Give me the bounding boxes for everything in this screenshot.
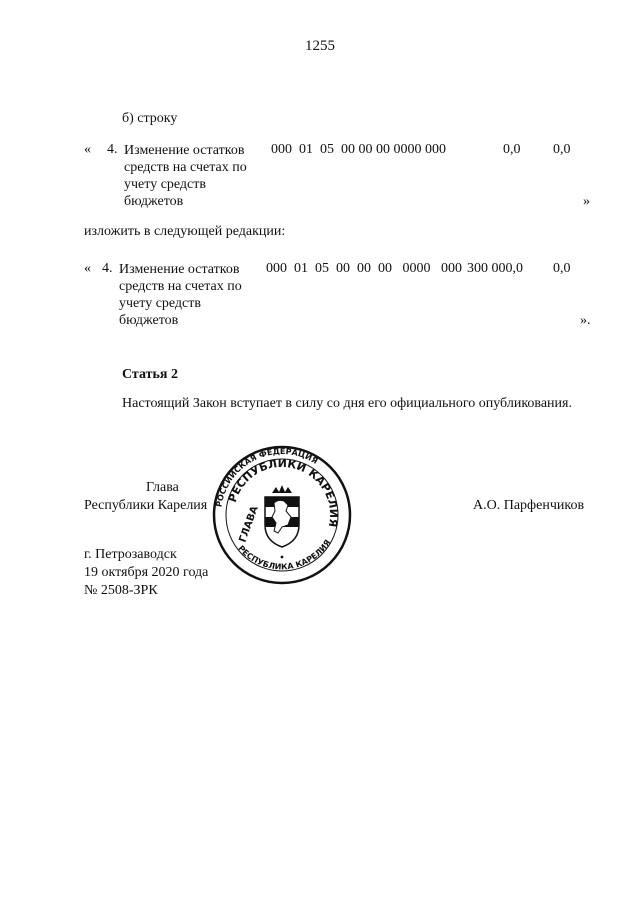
seal-bottom-text: РЕСПУБЛИКА КАРЕЛИЯ bbox=[236, 538, 333, 572]
footer-city: г. Петрозаводск bbox=[84, 547, 177, 562]
seal-outer-text: РОССИЙСКАЯ ФЕДЕРАЦИЯ bbox=[214, 446, 320, 508]
new-row-open-quote: « bbox=[84, 261, 91, 276]
replace-instruction: изложить в следующей редакции: bbox=[84, 224, 286, 239]
official-seal bbox=[212, 445, 352, 585]
page-number: 1255 bbox=[305, 38, 335, 54]
seal-middle-text: РЕСПУБЛИКИ КАРЕЛИЯ bbox=[225, 456, 341, 529]
old-row-value-1: 0,0 bbox=[503, 142, 521, 157]
coat-of-arms-icon bbox=[265, 485, 299, 558]
new-row-close-quote: ». bbox=[580, 313, 591, 328]
signature-title-line-1: Глава bbox=[146, 480, 179, 495]
signature-title-line-2: Республики Карелия bbox=[84, 498, 208, 513]
old-row-label-line-4: бюджетов bbox=[124, 194, 184, 209]
article-paragraph: Настоящий Закон вступает в силу со дня его официального опубликования. bbox=[122, 396, 572, 411]
new-row-label-line-4: бюджетов bbox=[119, 313, 179, 328]
old-row-close-quote: » bbox=[583, 194, 590, 209]
new-row-label-line-2: средств на счетах по bbox=[119, 279, 242, 294]
seal-left-text: ГЛАВА bbox=[237, 504, 261, 545]
footer-date: 19 октября 2020 года bbox=[84, 565, 209, 580]
old-row-number: 4. bbox=[107, 142, 118, 157]
new-row-value-2: 0,0 bbox=[553, 261, 571, 276]
signature-name: А.О. Парфенчиков bbox=[473, 498, 585, 513]
old-row-label-line-1: Изменение остатков bbox=[124, 143, 245, 158]
new-row-label-line-3: учету средств bbox=[119, 296, 201, 311]
new-row-label-line-1: Изменение остатков bbox=[119, 262, 240, 277]
old-row-open-quote: « bbox=[84, 142, 91, 157]
new-row-number: 4. bbox=[102, 261, 113, 276]
old-row-label-line-2: средств на счетах по bbox=[124, 160, 247, 175]
article-heading: Статья 2 bbox=[122, 367, 178, 382]
old-row-label-line-3: учету средств bbox=[124, 177, 206, 192]
new-row-code: 000 01 05 00 00 00 0000 000 bbox=[266, 261, 462, 276]
old-row-code: 000 01 05 00 00 00 0000 000 bbox=[271, 142, 446, 157]
item-b-label: б) строку bbox=[122, 111, 178, 126]
old-row-value-2: 0,0 bbox=[553, 142, 571, 157]
new-row-value-1: 300 000,0 bbox=[467, 261, 523, 276]
footer-number: № 2508-ЗРК bbox=[84, 583, 158, 598]
